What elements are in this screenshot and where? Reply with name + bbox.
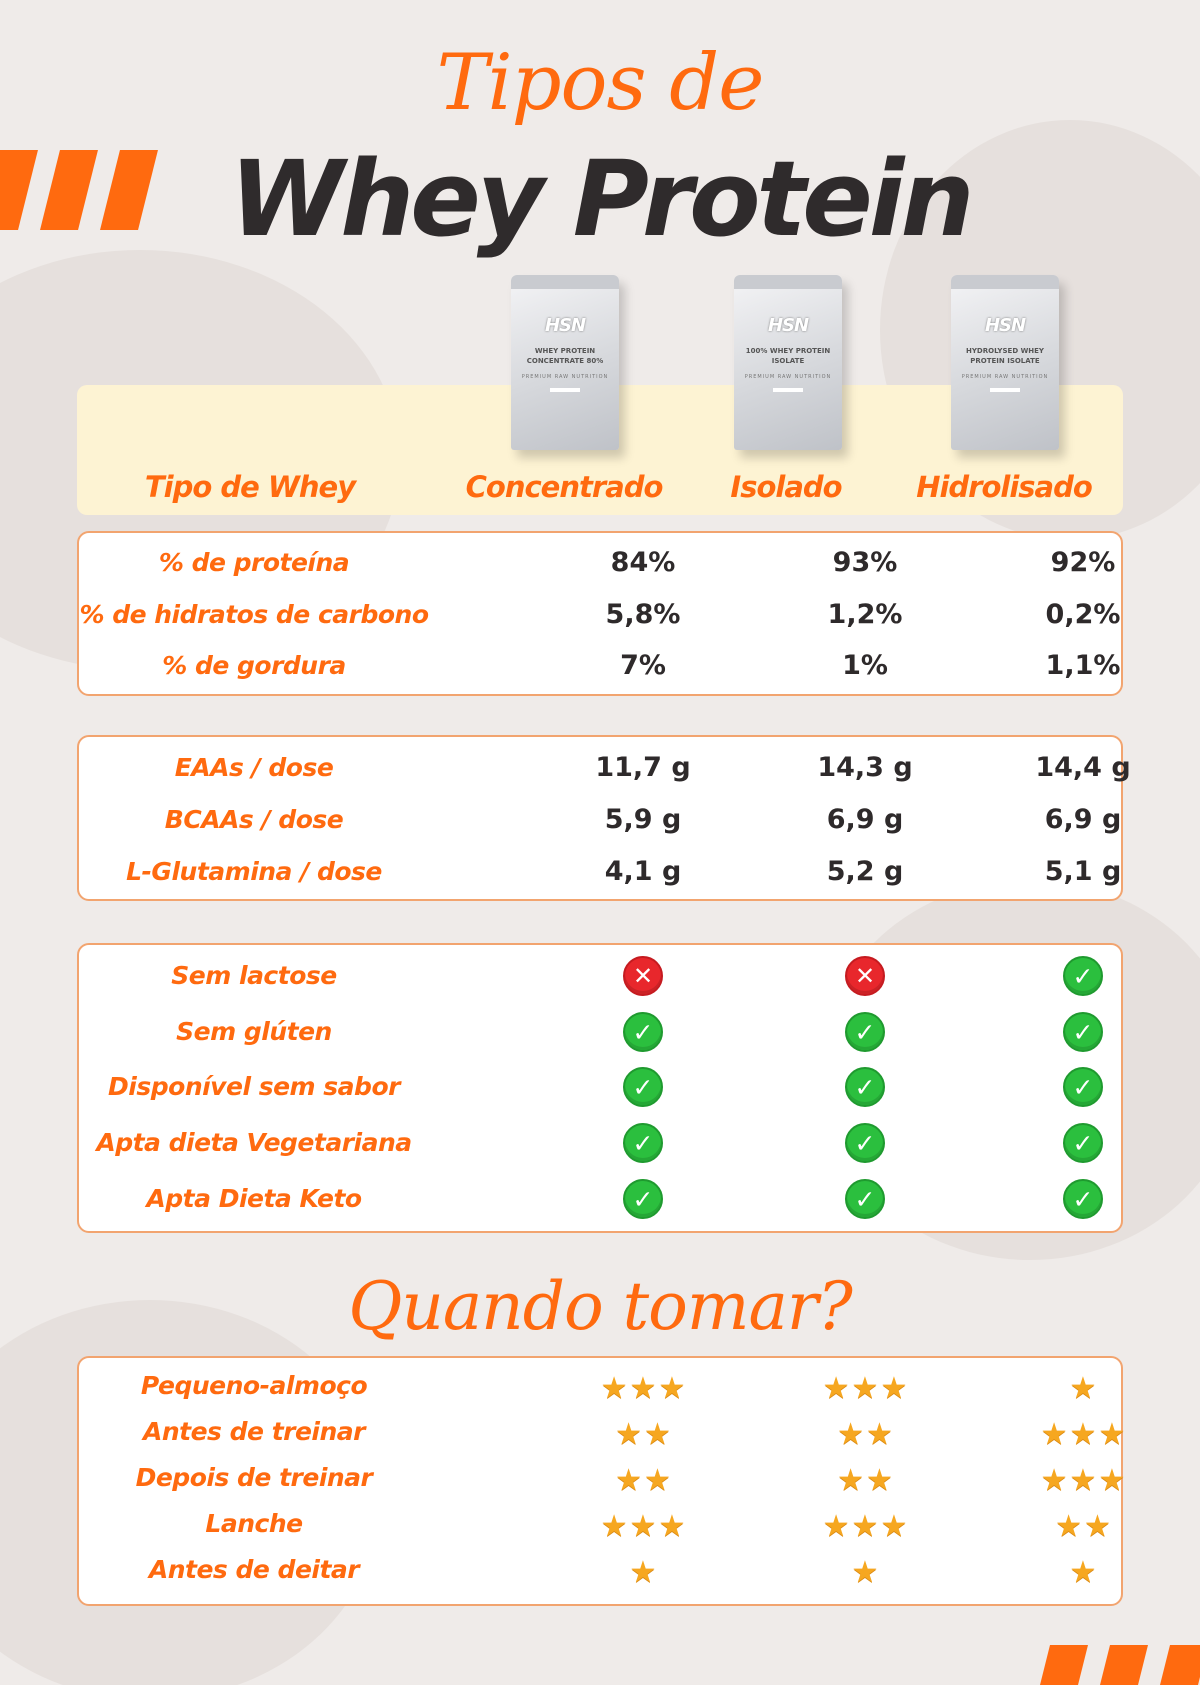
- star-icon: ★: [866, 1463, 893, 1498]
- product-label: WHEY PROTEIN CONCENTRATE 80%: [526, 347, 604, 365]
- cell-value: 14,3 g: [817, 752, 913, 783]
- row-label: % de proteína: [158, 548, 350, 577]
- check-icon: ✓: [623, 1179, 663, 1219]
- hsn-logo: HSN: [544, 315, 586, 336]
- star-rating: [553, 1412, 733, 1458]
- star-icon: ★: [1055, 1509, 1082, 1544]
- star-icon: ★: [658, 1509, 686, 1544]
- star-icon: ★: [880, 1509, 908, 1544]
- row-label: BCAAs / dose: [164, 805, 344, 834]
- check-icon: ✓: [1063, 1012, 1103, 1052]
- cell-value: 14,4 g: [1035, 752, 1131, 783]
- star-icon: ★: [615, 1463, 642, 1498]
- product-sub: PREMIUM RAW NUTRITION: [521, 374, 609, 380]
- star-rating: [775, 1504, 955, 1550]
- column-header-hidrolisado: Hidrolisado: [916, 470, 1092, 504]
- star-icon: ★: [644, 1417, 671, 1452]
- star-icon: ★: [822, 1509, 850, 1544]
- cell-value: 4,1 g: [604, 856, 682, 887]
- feature-row: [79, 1007, 1121, 1057]
- cell-value: 84%: [610, 547, 676, 578]
- row-label: Sem glúten: [176, 1017, 332, 1046]
- star-rating: [993, 1366, 1173, 1412]
- star-icon: ★: [837, 1463, 864, 1498]
- star-rating: [993, 1458, 1173, 1504]
- column-header-concentrado: Concentrado: [465, 470, 663, 504]
- row-label: Disponível sem sabor: [108, 1072, 400, 1101]
- product-bag-hydrolysed: [951, 275, 1059, 450]
- cross-icon: ✕: [845, 956, 885, 996]
- when-to-take-title: Quando tomar?: [348, 1268, 852, 1345]
- cell-value: 6,9 g: [1044, 804, 1122, 835]
- cell-value: 5,8%: [605, 599, 681, 630]
- star-rating: [553, 1458, 733, 1504]
- star-icon: ★: [600, 1371, 628, 1406]
- title-script: Tipos de: [436, 38, 764, 128]
- check-icon: ✓: [1063, 956, 1103, 996]
- timing-table: [77, 1356, 1126, 1606]
- macros-row: [79, 641, 1121, 691]
- row-label: % de hidratos de carbono: [79, 600, 429, 629]
- star-icon: ★: [866, 1417, 893, 1452]
- star-icon: ★: [629, 1509, 657, 1544]
- timing-row: [79, 1366, 1121, 1412]
- star-icon: ★: [880, 1371, 908, 1406]
- cell-value: 5,9 g: [604, 804, 682, 835]
- star-icon: ★: [658, 1371, 686, 1406]
- star-icon: ★: [1040, 1417, 1068, 1452]
- check-icon: ✓: [1063, 1179, 1103, 1219]
- star-rating: [775, 1458, 955, 1504]
- hsn-logo: HSN: [984, 315, 1026, 336]
- cell-value: 0,2%: [1045, 599, 1121, 630]
- macros-table: [77, 531, 1123, 696]
- star-icon: ★: [1069, 1555, 1097, 1590]
- feature-row: [79, 1174, 1121, 1224]
- cell-value: 1,1%: [1045, 650, 1121, 681]
- row-label: Pequeno-almoço: [140, 1371, 368, 1400]
- star-rating: [775, 1366, 955, 1412]
- cell-value: 93%: [832, 547, 898, 578]
- check-icon: ✓: [623, 1012, 663, 1052]
- cell-value: 1%: [842, 650, 888, 681]
- decorative-stripes-bottom: [1045, 1645, 1200, 1685]
- timing-row: [79, 1550, 1121, 1596]
- row-label: EAAs / dose: [174, 753, 334, 782]
- aminos-row: [79, 795, 1121, 845]
- check-icon: ✓: [845, 1123, 885, 1163]
- column-header-isolado: Isolado: [730, 470, 842, 504]
- header-label: Tipo de Whey: [144, 470, 356, 504]
- cell-value: 5,2 g: [826, 856, 904, 887]
- star-icon: ★: [822, 1371, 850, 1406]
- cross-icon: ✕: [623, 956, 663, 996]
- star-icon: ★: [1069, 1463, 1097, 1498]
- feature-row: [79, 1062, 1121, 1112]
- star-icon: ★: [629, 1555, 657, 1590]
- star-icon: ★: [1098, 1417, 1126, 1452]
- product-sub: PREMIUM RAW NUTRITION: [961, 374, 1049, 380]
- star-icon: ★: [837, 1417, 864, 1452]
- star-icon: ★: [1069, 1417, 1097, 1452]
- timing-row: [79, 1504, 1121, 1550]
- aminos-row: [79, 743, 1131, 793]
- star-rating: [993, 1504, 1173, 1550]
- cell-value: 5,1 g: [1044, 856, 1122, 887]
- hsn-logo: HSN: [767, 315, 809, 336]
- row-label: Antes de deitar: [148, 1555, 360, 1584]
- star-icon: ★: [1084, 1509, 1111, 1544]
- product-bag-isolate: [734, 275, 842, 450]
- star-rating: [553, 1550, 733, 1596]
- row-label: % de gordura: [162, 651, 346, 680]
- check-icon: ✓: [1063, 1123, 1103, 1163]
- star-icon: ★: [851, 1555, 879, 1590]
- cell-value: 92%: [1050, 547, 1116, 578]
- star-icon: ★: [1040, 1463, 1068, 1498]
- row-label: Apta dieta Vegetariana: [96, 1128, 412, 1157]
- macros-row: [79, 590, 1121, 640]
- aminos-table: [77, 735, 1131, 901]
- star-icon: ★: [644, 1463, 671, 1498]
- product-label: 100% WHEY PROTEIN ISOLATE: [745, 347, 831, 365]
- product-sub: PREMIUM RAW NUTRITION: [744, 374, 832, 380]
- product-label: HYDROLYSED WHEY PROTEIN ISOLATE: [965, 347, 1045, 365]
- aminos-row: [79, 847, 1121, 897]
- macros-row: [79, 538, 1121, 588]
- check-icon: ✓: [623, 1123, 663, 1163]
- feature-row: [79, 951, 1121, 1001]
- cell-value: 7%: [620, 650, 666, 681]
- cell-value: 1,2%: [827, 599, 903, 630]
- row-label: Depois de treinar: [135, 1463, 373, 1492]
- star-icon: ★: [600, 1509, 628, 1544]
- features-table: [77, 943, 1123, 1233]
- cell-value: 6,9 g: [826, 804, 904, 835]
- star-icon: ★: [1069, 1371, 1097, 1406]
- check-icon: ✓: [1063, 1067, 1103, 1107]
- star-icon: ★: [629, 1371, 657, 1406]
- row-label: Antes de treinar: [143, 1417, 365, 1446]
- product-bag-concentrate: [511, 275, 619, 450]
- star-rating: [553, 1366, 733, 1412]
- star-rating: [993, 1550, 1173, 1596]
- check-icon: ✓: [845, 1012, 885, 1052]
- star-icon: ★: [851, 1371, 879, 1406]
- feature-row: [79, 1118, 1121, 1168]
- timing-row: [79, 1412, 1126, 1458]
- star-rating: [553, 1504, 733, 1550]
- check-icon: ✓: [845, 1179, 885, 1219]
- row-label: Apta Dieta Keto: [146, 1184, 362, 1213]
- star-rating: [993, 1412, 1173, 1458]
- row-label: L-Glutamina / dose: [126, 857, 382, 886]
- timing-row: [79, 1458, 1126, 1504]
- check-icon: ✓: [845, 1067, 885, 1107]
- star-icon: ★: [615, 1417, 642, 1452]
- star-icon: ★: [1098, 1463, 1126, 1498]
- check-icon: ✓: [623, 1067, 663, 1107]
- row-label: Sem lactose: [171, 961, 337, 990]
- star-rating: [775, 1550, 955, 1596]
- row-label: Lanche: [205, 1509, 303, 1538]
- star-rating: [775, 1412, 955, 1458]
- cell-value: 11,7 g: [595, 752, 691, 783]
- star-icon: ★: [851, 1509, 879, 1544]
- page-title: Whey Protein: [229, 138, 971, 260]
